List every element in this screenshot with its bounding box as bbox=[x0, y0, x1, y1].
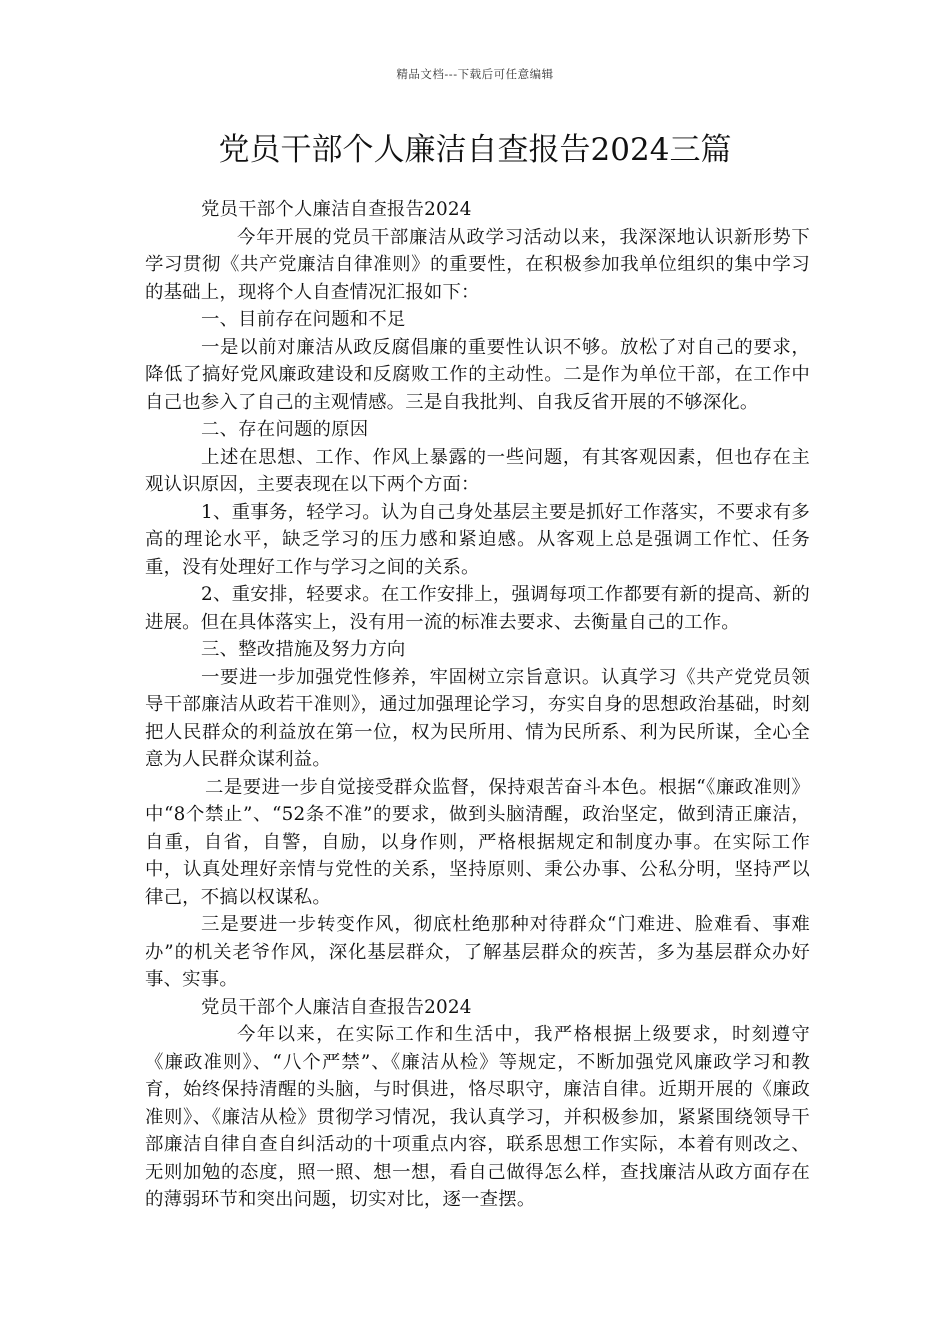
paragraph: 党员干部个人廉洁自查报告2024 bbox=[201, 199, 472, 220]
paragraph: 一是以前对廉洁从政反腐倡廉的重要性认识不够。放松了对自己的要求，降低了搞好党风廉政建设和反腐败工作的主动性。二是作为单位干部，在工作中自己也参入了自己的主观情感。三是自我批判、自我反省开展的不够深化。 bbox=[145, 336, 810, 413]
paragraph: 党员干部个人廉洁自查报告2024 bbox=[201, 996, 472, 1018]
paragraph: 上述在思想、工作、作风上暴露的一些问题，有其客观因素，但也存在主观认识原因，主要表现在以下两个方面： bbox=[145, 446, 810, 495]
paragraph: 今年以来，在实际工作和生活中，我严格根据上级要求，时刻遵守《廉政准则》、“八个严禁”、《廉洁从检》等规定，不断加强党风廉政学习和教育，始终保持清醒的头脑，与时俱进，恪尽职守，廉洁自律。近期开展的《廉政准则》、《廉洁从检》贯彻学习情况，我认真学习，并积极参加，紧紧围绕领导干部廉洁自律自查自纠活动的十项重点内容，联系思想工作实际，本着有则改之、无则加勉的态度，照一照、想一想，看自己做得怎么样，查找廉洁从政方面存在的薄弱环节和突出问题，切实对比，逐一查摆。 bbox=[145, 1024, 810, 1210]
paragraph: 三、整改措施及努力方向 bbox=[201, 639, 406, 660]
document-title: 党员干部个人廉洁自查报告2024三篇 bbox=[218, 132, 732, 168]
paragraph: 一、目前存在问题和不足 bbox=[201, 309, 406, 330]
paragraph: 二是要进一步自觉接受群众监督，保持艰苦奋斗本色。根据“《廉政准则》中“8个禁止”、“52条不准”的要求，做到头脑清醒，政治坚定，做到清正廉洁，自重，自省，自警，自励，以身作则，严格根据规定和制度办事。在实际工作中，认真处理好亲情与党性的关系，坚持原则、秉公办事、公私分明，坚持严以律己，不搞以权谋私。 bbox=[145, 776, 810, 908]
paragraph: 2、重安排，轻要求。在工作安排上，强调每项工作都要有新的提高、新的进展。但在具体落实上，没有用一流的标准去要求、去衡量自己的工作。 bbox=[145, 584, 810, 633]
header-note: 精品文档---下载后可任意编辑 bbox=[396, 67, 554, 81]
document-body bbox=[145, 196, 810, 1214]
paragraph: 二、存在问题的原因 bbox=[201, 419, 369, 440]
paragraph: 1、重事务，轻学习。认为自己身处基层主要是抓好工作落实，不要求有多高的理论水平，缺乏学习的压力感和紧迫感。从客观上总是强调工作忙、任务重，没有处理好工作与学习之间的关系。 bbox=[145, 501, 810, 578]
paragraph: 今年开展的党员干部廉洁从政学习活动以来，我深深地认识新形势下学习贯彻《共产党廉洁自律准则》的重要性，在积极参加我单位组织的集中学习的基础上，现将个人自查情况汇报如下： bbox=[145, 226, 810, 303]
paragraph: 一要进一步加强党性修养，牢固树立宗旨意识。认真学习《共产党党员领导干部廉洁从政若干准则》，通过加强理论学习，夯实自身的思想政治基础，时刻把人民群众的利益放在第一位，权为民所用、情为民所系、利为民所谋，全心全意为人民群众谋利益。 bbox=[145, 666, 810, 770]
paragraph: 三是要进一步转变作风，彻底杜绝那种对待群众“门难进、脸难看、事难办”的机关老爷作风，深化基层群众，了解基层群众的疾苦，多为基层群众办好事、实事。 bbox=[145, 914, 810, 990]
